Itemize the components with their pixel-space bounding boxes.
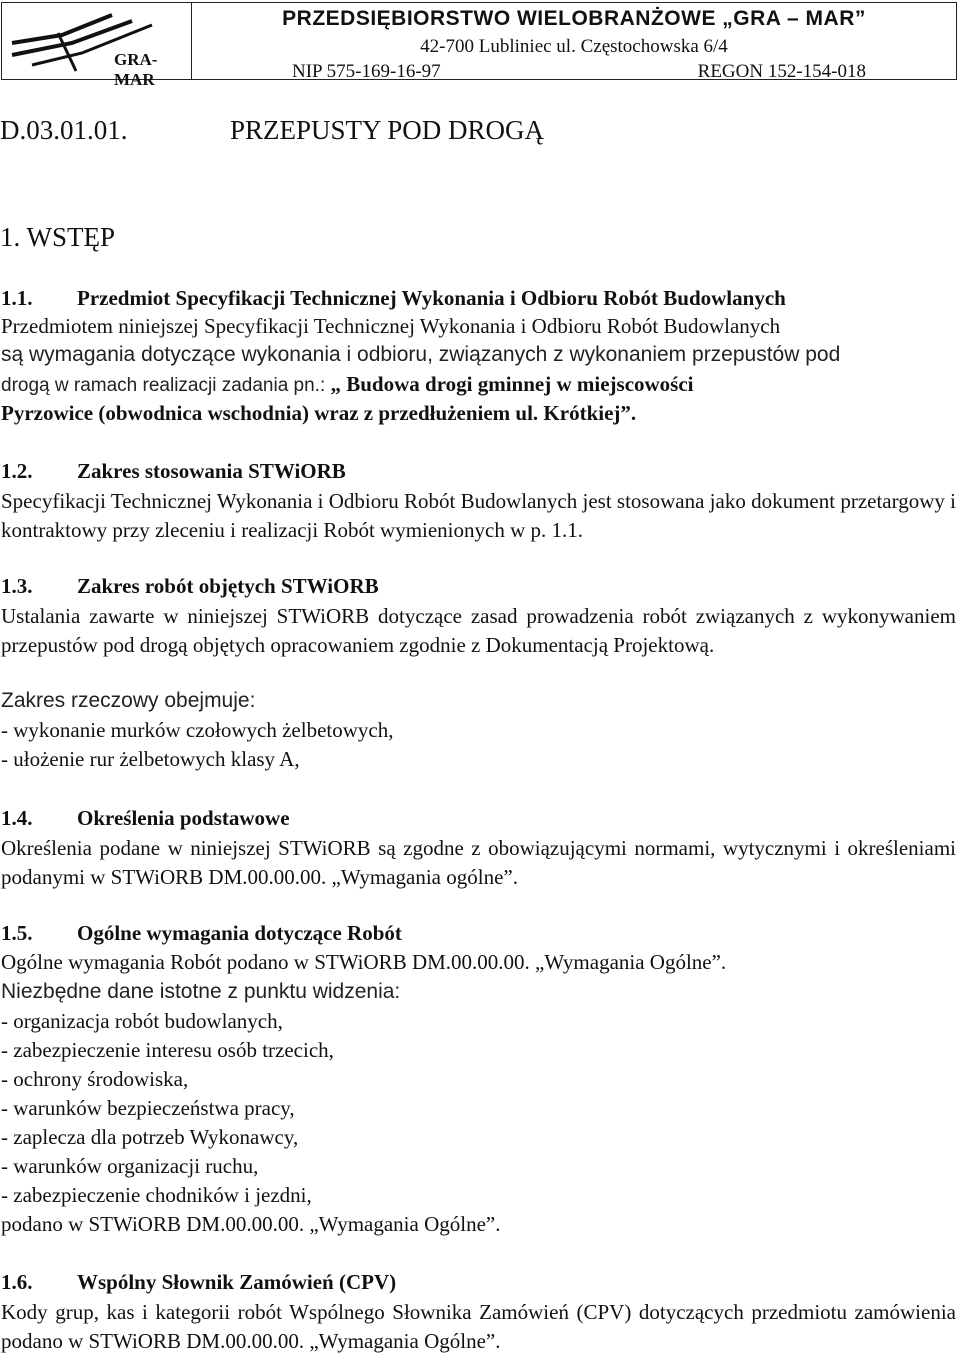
section-number: 1.1. xyxy=(1,286,33,310)
section-number: 1.5. xyxy=(1,921,33,945)
company-regon: REGON 152-154-018 xyxy=(697,61,866,82)
section-1-4-title xyxy=(1,806,290,831)
requirement-item: - organizacja robót budowlanych, xyxy=(1,1009,283,1033)
section-1-6-title xyxy=(1,1270,396,1295)
section-1-1-line-2: są wymagania dotyczące wykonania i odbioru, związanych z wykonaniem przepustów pod xyxy=(1,343,841,366)
scope-item: - wykonanie murków czołowych żelbetowych, xyxy=(1,718,394,742)
scope-item: - ułożenie rur żelbetowych klasy A, xyxy=(1,747,300,771)
requirement-item: - ochrony środowiska, xyxy=(1,1067,189,1091)
section-title-text: Zakres robót objętych STWiORB xyxy=(77,574,379,598)
section-number: 1.6. xyxy=(1,1270,33,1294)
document-code: D.03.01.01. xyxy=(0,115,128,145)
section-1-4-body: Określenia podane w niniejszej STWiORB są zgodne z obowiązującymi normami, wytycznymi i określeniami podanymi w STWiORB DM.00.00.00. „Wymagania ogólne”. xyxy=(1,836,956,889)
company-name: PRZEDSIĘBIORSTWO WIELOBRANŻOWE „GRA – MAR” xyxy=(282,7,866,30)
document-title: PRZEPUSTY POD DROGĄ xyxy=(230,115,545,145)
section-1-1-line-1: Przedmiotem niniejszej Specyfikacji Technicznej Wykonania i Odbioru Robót Budowlanych xyxy=(1,314,781,338)
section-title-text: Przedmiot Specyfikacji Technicznej Wykonania i Odbioru Robót Budowlanych xyxy=(77,286,786,310)
company-info xyxy=(192,3,956,82)
section-1-3-title xyxy=(1,574,379,599)
section-1-5-label: Niezbędne dane istotne z punktu widzenia: xyxy=(1,980,401,1003)
section-title-text: Zakres stosowania STWiORB xyxy=(77,459,346,483)
requirement-item: - warunków organizacji ruchu, xyxy=(1,1154,259,1178)
company-nip: NIP 575-169-16-97 xyxy=(292,61,441,82)
section-title-text: Wspólny Słownik Zamówień (CPV) xyxy=(77,1270,397,1294)
section-1-2-body: Specyfikacji Technicznej Wykonania i Odbioru Robót Budowlanych jest stosowana jako dokument przetargowy i kontraktowy przy zleceniu i realizacji Robót wymienionych w p. 1.1. xyxy=(1,489,956,542)
section-1-1-line-4: Pyrzowice (obwodnica wschodnia) wraz z przedłużeniem ul. Krótkiej”. xyxy=(1,401,637,425)
company-logo xyxy=(2,3,192,89)
section-number: 1.2. xyxy=(1,459,33,483)
section-1-1-line-3 xyxy=(1,372,694,397)
section-number: 1.3. xyxy=(1,574,33,598)
section-1-1-title xyxy=(1,286,786,311)
company-ids xyxy=(292,61,866,83)
section-title-text: Ogólne wymagania dotyczące Robót xyxy=(77,921,402,945)
logo-text: GRA-MAR xyxy=(114,50,158,89)
section-1-6-body: Kody grup, kas i kategorii robót Wspólnego Słownika Zamówień (CPV) dotyczących przedmiotu zamówienia podano w STWiORB DM.00.00.00. „Wymagania Ogólne”. xyxy=(1,1300,956,1353)
section-1-5-closing: podano w STWiORB DM.00.00.00. „Wymagania Ogólne”. xyxy=(1,1212,501,1236)
requirement-item: - zaplecza dla potrzeb Wykonawcy, xyxy=(1,1125,299,1149)
section-1-5-line-1: Ogólne wymagania Robót podano w STWiORB DM.00.00.00. „Wymagania Ogólne”. xyxy=(1,950,727,974)
chapter-heading: 1. WSTĘP xyxy=(0,222,116,252)
requirement-item: - zabezpieczenie chodników i jezdni, xyxy=(1,1183,312,1207)
section-1-3-body: Ustalania zawarte w niniejszej STWiORB dotyczące zasad prowadzenia robót związanych z wykonywaniem przepustów pod drogą objętych opracowaniem zgodnie z Dokumentacją Projektową. xyxy=(1,604,956,657)
requirement-item: - zabezpieczenie interesu osób trzecich, xyxy=(1,1038,334,1062)
section-1-2-title xyxy=(1,459,346,484)
section-1-5-title xyxy=(1,921,402,946)
requirement-item: - warunków bezpieczeństwa pracy, xyxy=(1,1096,295,1120)
task-name-start: „ Budowa drogi gminnej w miejscowości xyxy=(325,372,694,396)
scope-label: Zakres rzeczowy obejmuje: xyxy=(1,689,256,712)
section-number: 1.4. xyxy=(1,806,33,830)
letterhead xyxy=(1,2,957,89)
company-address: 42-700 Lubliniec ul. Częstochowska 6/4 xyxy=(420,36,728,57)
line-text: drogą w ramach realizacji zadania pn.: xyxy=(1,375,326,396)
section-title-text: Określenia podstawowe xyxy=(77,806,290,830)
